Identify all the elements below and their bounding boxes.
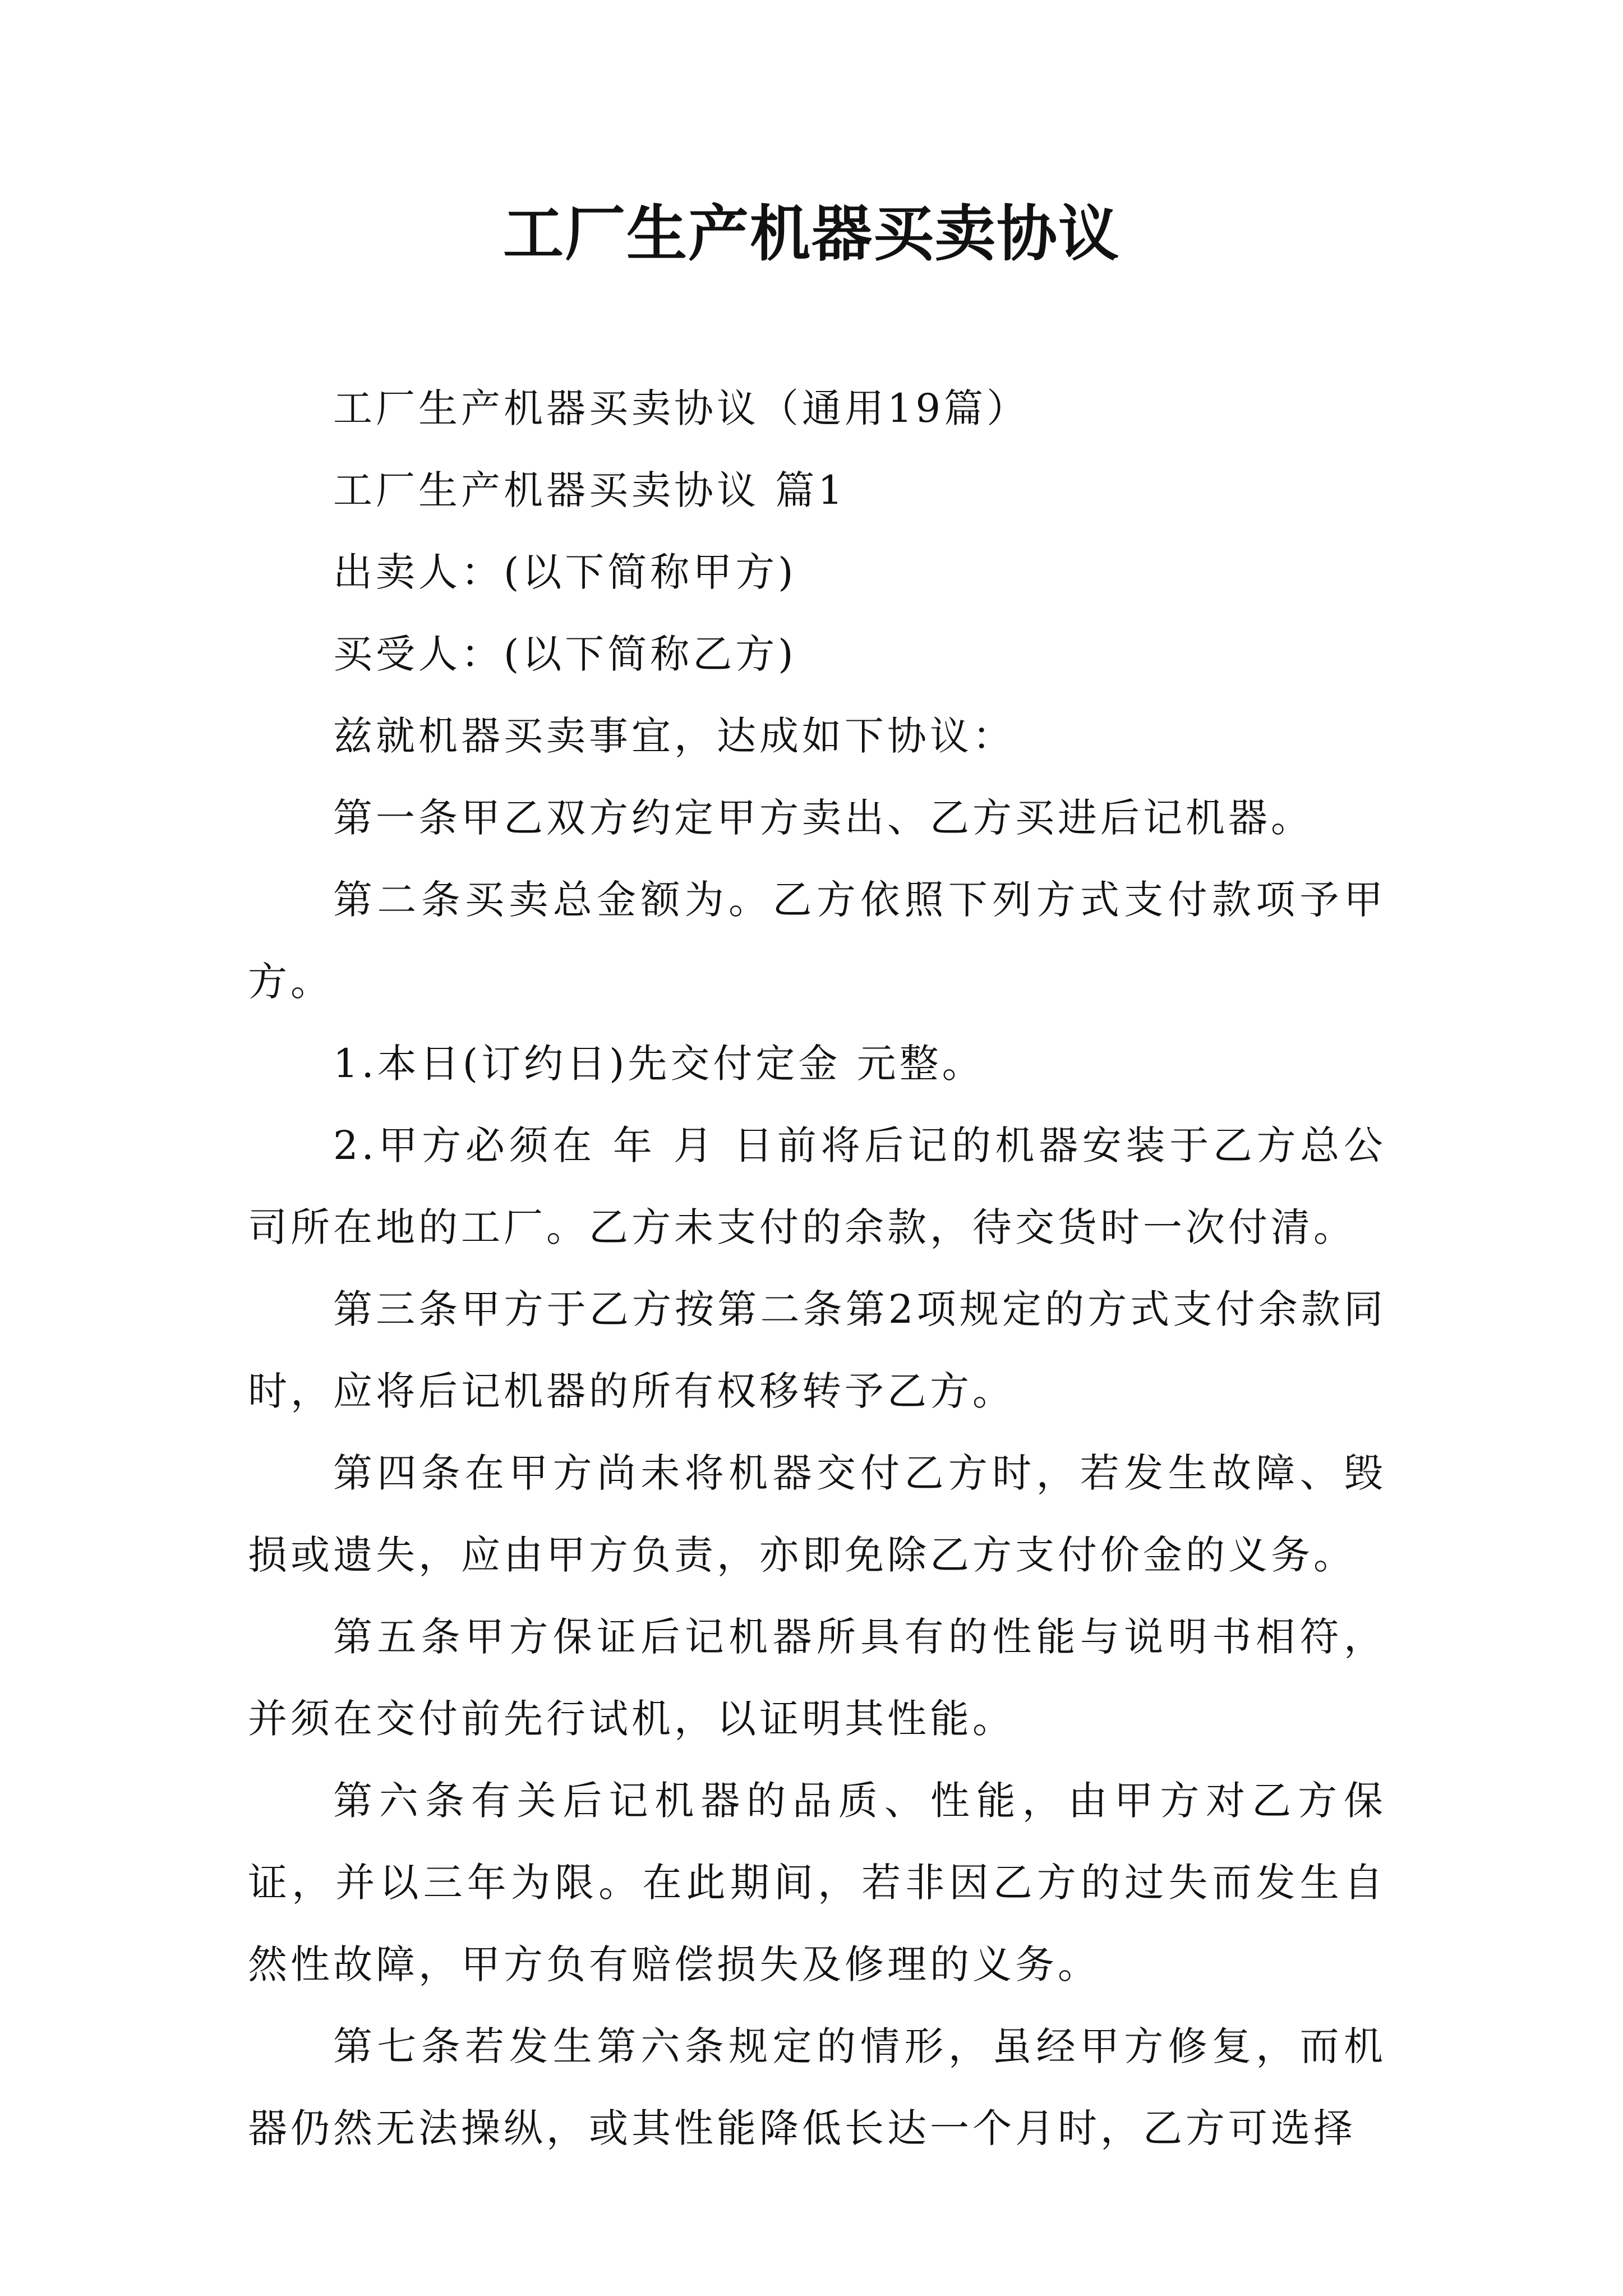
document-title: 工厂生产机器买卖协议	[502, 199, 1120, 269]
paragraph-seller: 出卖人：(以下简称甲方)	[333, 549, 797, 595]
paragraph-item-1: 1.本日(订约日)先交付定金 元整。	[333, 1041, 985, 1087]
paragraph-article-1: 第一条甲乙双方约定甲方卖出、乙方买进后记机器。	[333, 795, 1313, 841]
paragraph-section-heading: 工厂生产机器买卖协议 篇1	[333, 467, 846, 513]
document-body	[248, 367, 1386, 2169]
paragraph-subtitle: 工厂生产机器买卖协议（通用19篇）	[333, 385, 1030, 431]
paragraph-article-5: 第五条甲方保证后记机器所具有的性能与说明书相符，并须在交付前先行试机，以证明其性能。	[248, 1614, 1386, 1742]
paragraph-item-2: 2.甲方必须在 年 月 日前将后记的机器安装于乙方总公司所在地的工厂。乙方未支付的余款，待交货时一次付清。	[248, 1122, 1386, 1250]
paragraph-article-7: 第七条若发生第六条规定的情形，虽经甲方修复，而机器仍然无法操纵，或其性能降低长达一个月时，乙方可选择	[248, 2023, 1386, 2151]
paragraph-article-2: 第二条买卖总金额为。乙方依照下列方式支付款项予甲方。	[248, 877, 1386, 1005]
paragraph-article-3: 第三条甲方于乙方按第二条第2项规定的方式支付余款同时，应将后记机器的所有权移转予乙方。	[248, 1286, 1386, 1414]
paragraph-buyer: 买受人：(以下简称乙方)	[333, 631, 797, 677]
paragraph-article-4: 第四条在甲方尚未将机器交付乙方时，若发生故障、毁损或遗失，应由甲方负责，亦即免除乙方支付价金的义务。	[248, 1450, 1386, 1578]
paragraph-preamble: 兹就机器买卖事宜，达成如下协议：	[333, 713, 1015, 759]
paragraph-article-6: 第六条有关后记机器的品质、性能，由甲方对乙方保证，并以三年为限。在此期间，若非因乙方的过失而发生自然性故障，甲方负有赔偿损失及修理的义务。	[248, 1778, 1386, 1987]
